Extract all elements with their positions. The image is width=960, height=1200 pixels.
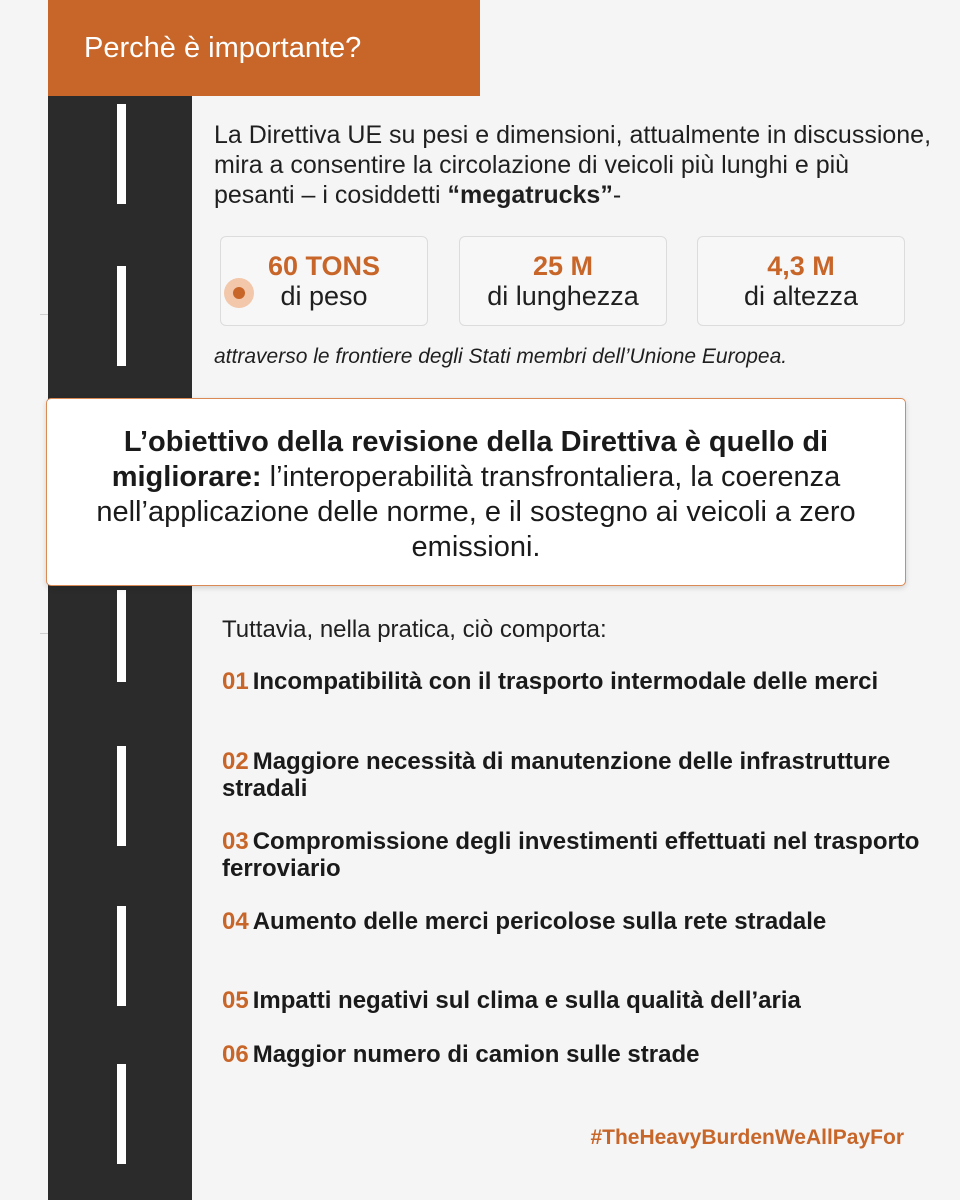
item-number: 03 [222, 828, 249, 855]
list-item [222, 668, 922, 695]
item-text: Aumento delle merci pericolose sulla rete stradale [252, 908, 827, 935]
item-number: 02 [222, 748, 249, 775]
stat-value: 4,3 M [767, 251, 835, 281]
item-text: Maggior numero di camion sulle strade [252, 1041, 700, 1068]
item-text: Incompatibilità con il trasporto intermodale delle merci [252, 668, 879, 695]
bullet-dot-icon [224, 278, 254, 308]
item-text: Impatti negativi sul clima e sulla qualità dell’aria [252, 987, 801, 1014]
lane-marking [117, 266, 126, 366]
item-text: Compromissione degli investimenti effettuati nel trasporto ferroviario [222, 828, 920, 882]
intro-paragraph [214, 120, 934, 210]
stat-length [459, 236, 667, 326]
intro-text: La Direttiva UE su pesi e dimensioni, attualmente in discussione, mira a consentire la circolazione di veicoli più lunghi e più pesanti – i cosiddetti [214, 121, 932, 209]
curb-tick [40, 314, 48, 315]
list-item [222, 828, 922, 882]
item-number: 01 [222, 668, 249, 695]
lane-marking [117, 1064, 126, 1164]
objective-bold: L’obiettivo della revisione della Direttiva è quello di migliorare: [111, 426, 829, 493]
stat-value: 60 TONS [267, 251, 381, 281]
list-lead: Tuttavia, nella pratica, ciò comporta: [222, 616, 607, 643]
stat-label: di peso [280, 281, 368, 311]
item-number: 05 [222, 987, 249, 1014]
lane-marking [117, 104, 126, 204]
stat-value: 25 M [532, 251, 594, 281]
hashtag: #TheHeavyBurdenWeAllPayFor [590, 1126, 904, 1149]
objective-box [46, 398, 906, 586]
lane-marking [117, 746, 126, 846]
item-number: 06 [222, 1041, 249, 1068]
intro-highlight: “megatrucks” [447, 181, 613, 209]
list-item [222, 987, 922, 1014]
lane-marking [117, 906, 126, 1006]
lane-marking [117, 590, 126, 682]
list-item [222, 1041, 922, 1068]
stat-label: di lunghezza [487, 281, 639, 311]
list-item [222, 748, 922, 802]
page-title: Perchè è importante? [48, 0, 480, 96]
item-text: Maggiore necessità di manutenzione delle infrastrutture stradali [222, 748, 891, 802]
stat-label: di altezza [743, 281, 859, 311]
curb-tick [40, 633, 48, 634]
objective-text: l’interoperabilità transfrontaliera, la coerenza nell’applicazione delle norme, e il sostegno ai veicoli a zero emissioni. [96, 461, 856, 563]
stat-weight [220, 236, 428, 326]
item-number: 04 [222, 908, 249, 935]
intro-tail: - [612, 181, 622, 209]
list-item [222, 908, 922, 935]
stat-height [697, 236, 905, 326]
stats-caption: attraverso le frontiere degli Stati membri dell’Unione Europea. [214, 345, 788, 368]
